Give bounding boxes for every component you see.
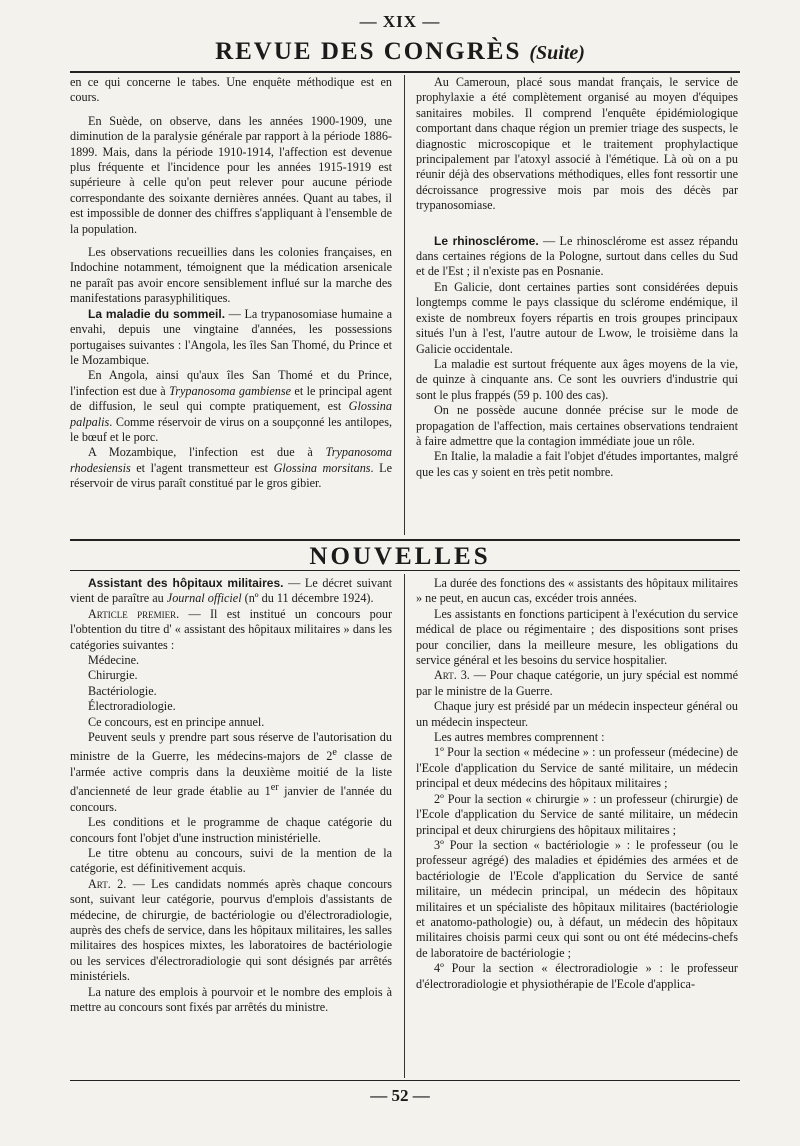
paragraph: En Suède, on observe, dans les années 1900-1909, une diminution de la paralysie générale par rapport à la période 1886-1899. Mais, dans la période 1910-1914, l'affection est devenue plus fréquente et l'incidence pour les années 1915-1919 est supérieure à celle qu'on peut relever pour aucune période correspondante des soixante dernières années. Quant au tabes, il est impossible de donner des chiffres s'appliquant à l'ensemble de la population. [70, 113, 392, 236]
paragraph: en ce qui concerne le tabes. Une enquête méthodique est en cours. [70, 75, 392, 105]
revue-left-column [70, 75, 392, 492]
paragraph: 2º Pour la section « chirurgie » : un professeur (chirurgie) de l'Ecole d'application du Service de santé militaire, un médecin principal et deux chirurgiens des hôpitaux militaires ; [416, 791, 738, 837]
title-suite: (Suite) [529, 42, 585, 64]
paragraph: Le titre obtenu au concours, suivi de la mention de la catégorie, est définitivement acquis. [70, 846, 392, 876]
page-title [0, 38, 800, 66]
roman-folio: — XIX — [359, 12, 441, 31]
paragraph: La maladie est surtout fréquente aux âges moyens de la vie, de quinze à cinquante ans. Ce sont les ouvriers d'industrie qui sont le plus frappés (59 p. 100 des cas). [416, 356, 738, 402]
section-heading: Assistant des hôpitaux militaires. [88, 576, 284, 590]
paragraph: Chaque jury est présidé par un médecin inspecteur général ou un médecin inspecteur. [416, 699, 738, 729]
paragraph: Peuvent seuls y prendre part sous réserve de l'autorisation du ministre de la Guerre, les médecins-majors de 2e classe de l'armée active compris dans la deuxième moitié de la liste d'ancienneté de leur grade établie au 1er janvier de l'année du concours. [70, 730, 393, 814]
paragraph: 3º Pour la section « bactériologie » : le professeur (ou le professeur agrégé) des maladies et épidémies des armées et de bactériologie de l'Ecole d'application du Service de santé militaire, un médecin principal, un médecin des hôpitaux militaires et un spécialiste des hôpitaux militaires (bactériologie et anatomo-pathologie) ou, à défaut, un médecin des hôpitaux militaires choisis parmi ceux qui sont ou ont été médecins-chefs de laboratoire de bactériologie ; [416, 837, 738, 960]
nouvelles-left-column [70, 576, 392, 1016]
paragraph: Le rhinosclérome. — Le rhinosclérome est assez répandu dans certaines régions de la Pologne, surtout dans celles du Sud et de l'Est ; il n'existe pas en Posnanie. [416, 233, 738, 279]
paragraph: Article premier. — Il est institué un concours pour l'obtention du titre d' « assistant des hôpitaux militaires » dans les catégories suivantes : [70, 606, 393, 652]
title-main: REVUE DES CONGRÈS [215, 38, 522, 65]
paragraph: Art. 2. — Les candidats nommés après chaque concours sont, suivant leur catégorie, pourvus d'emplois d'assistants de médecine, de chirurgie, de bactériologie ou d'électroradiologie, auprès des chefs de service, dans les hôpitaux militaires, les salles militaires des hospices mixtes, les laboratoires de bactériologie ou les services d'électroradiologie qui sont désignés par arrêtés ministériels. [70, 876, 393, 984]
paragraph: Assistant des hôpitaux militaires. — Le décret suivant vient de paraître au Journal officiel (nº du 11 décembre 1924). [70, 576, 392, 606]
paragraph: En Galicie, dont certaines parties sont considérées depuis longtemps comme le pays classique du sclérome endémique, il existe de nombreux foyers répartis en trois groupes principaux situés l'un à l'est, l'autre autour de Lwow, le troisième dans la Galicie occidentale. [416, 279, 738, 356]
nouvelles-title: NOUVELLES [309, 543, 491, 570]
section-heading: Le rhinosclérome. [434, 233, 539, 248]
column-divider [404, 574, 405, 1078]
paragraph: La durée des fonctions des « assistants des hôpitaux militaires » ne peut, en aucun cas, excéder trois années. [416, 576, 738, 606]
section-heading: La maladie du sommeil. [88, 306, 226, 321]
paragraph: On ne possède aucune donnée précise sur le mode de propagation de l'affection, mais certaines observations tendraient à faire admettre que la contagion immédiate joue un rôle. [416, 403, 738, 448]
paragraph: 1º Pour la section « médecine » : un professeur (médecine) de l'Ecole d'application du Service de santé militaire, un médecin principal et deux médecins des hôpitaux militaires ; [416, 745, 738, 791]
paragraph: Au Cameroun, placé sous mandat français, le service de prophylaxie a été complètement organisé au moyen d'équipes sanitaires mobiles. Il comprend l'enquête épidémiologique comportant dans chaque région un premier triage des suspects, le diagnostic microscopique et le traitement prophylactique principalement par l'atoxyl associé à l'émétique. Là où on a pu réunir déjà des observations méthodiques, elles font ressortir une décroissance progressive mois par mois des décès par trypanosomiase. [416, 75, 738, 213]
paragraph: En Italie, la maladie a fait l'objet d'études importantes, malgré que les cas y soient en très petit nombre. [416, 449, 738, 479]
column-divider [404, 75, 405, 535]
paragraph: La nature des emplois à pourvoir et le nombre des emplois à mettre au concours sont fixés par arrêtés du ministre. [70, 984, 392, 1015]
list-item: Bactériologie. [88, 683, 157, 698]
paragraph: Les conditions et le programme de chaque catégorie du concours font l'objet d'une instruction ministérielle. [70, 815, 392, 845]
section-rule [70, 570, 740, 571]
paragraph: Les assistants en fonctions participent à l'exécution du service médical de place ou régimentaire ; des dispositions sont prises pour concilier, dans la meilleure mesure, les obligations du service général et les besoins du service hospitalier. [416, 606, 738, 668]
list-item: Médecine. [88, 653, 140, 668]
paragraph: Art. 3. — Pour chaque catégorie, un jury spécial est nommé par le ministre de la Guerre. [416, 668, 738, 698]
bottom-rule [70, 1080, 740, 1081]
list-item: Électroradiologie. [88, 699, 176, 714]
section-rule [70, 539, 740, 541]
page-number: — 52 — [370, 1086, 430, 1105]
paragraph: Ce concours, est en principe annuel. [88, 714, 265, 729]
paragraph: 4º Pour la section « électroradiologie » : le professeur d'électroradiologie et physiothérapie de l'Ecole d'applica- [416, 961, 738, 991]
list-item: Chirurgie. [88, 668, 138, 683]
top-rule [70, 71, 740, 73]
paragraph: En Angola, ainsi qu'aux îles San Thomé et du Prince, l'infection est due à Trypanosoma gambiense et le principal agent de diffusion, le seul qui compte pratiquement, est Glossina palpalis. Comme réservoir de virus on a soupçonné les antilopes, le bœuf et le porc. [70, 368, 392, 444]
paragraph: Les autres membres comprennent : [434, 730, 605, 745]
nouvelles-right-column [416, 576, 738, 992]
paragraph: A Mozambique, l'infection est due à Trypanosoma rhodesiensis et l'agent transmetteur est Glossina morsitans. Le réservoir de virus paraît constitué par le gros gibier. [70, 445, 392, 491]
revue-right-column [416, 75, 738, 480]
paragraph: La maladie du sommeil. — La trypanosomiase humaine a envahi, depuis une vingtaine d'années, les possessions portugaises suivantes : l'Angola, les îles San Thomé, du Prince et le Mozambique. [70, 306, 392, 367]
paragraph: Les observations recueillies dans les colonies françaises, en Indochine notamment, témoignent que la médication arsenicale ne paraît pas avoir encore sensiblement influé sur la marche des manifestations parasyphilitiques. [70, 245, 392, 306]
